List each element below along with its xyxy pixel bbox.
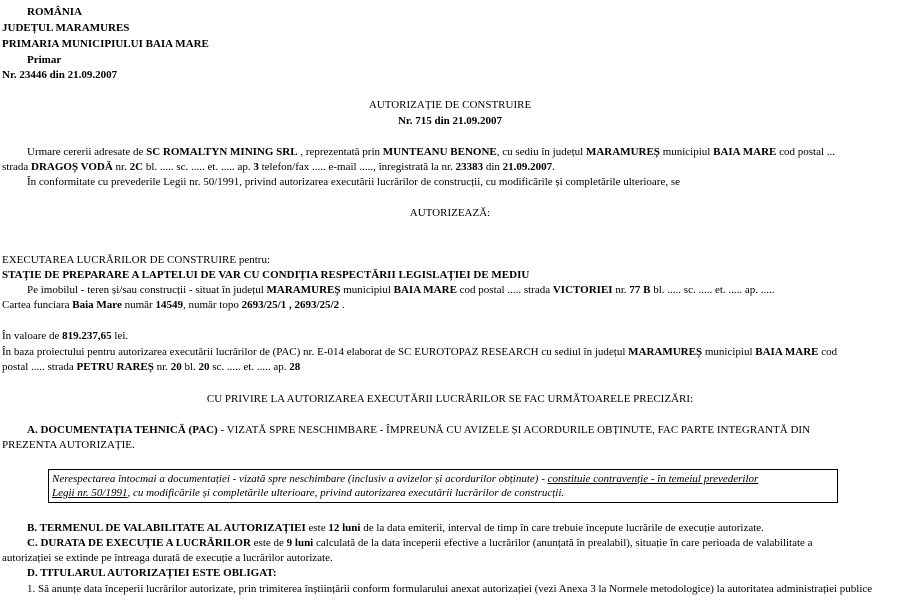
works-land-book-line: Cartea funciara Baia Mare număr 14549, număr topo 2693/25/1 , 2693/25/2 . [2, 299, 345, 311]
intro-line-1: Urmare cererii adresate de SC ROMALTYN MINING SRL , reprezentată prin MUNTEANU BENONE, cu sediu în județul MARAMUREȘ municipiul BAIA MARE cod postal ... [27, 146, 836, 158]
applicant-rep: MUNTEANU BENONE [382, 146, 497, 158]
section-d-heading: D. TITULARUL AUTORIZAȚIEI ESTE OBLIGAT: [27, 567, 277, 579]
section-d-item-1: 1. Să anunțe data începerii lucrărilor autorizate, prin trimiterea înștiințării conform formularului anexat autorizației (vezi Anexa 3 la Normele metodologice) la autoritatea administrației publice [27, 583, 873, 595]
header-city-hall: PRIMARIA MUNICIPIULUI BAIA MARE [2, 38, 209, 50]
applicant-company: SC ROMALTYN MINING SRL [146, 146, 298, 158]
authorizes-heading: AUTORIZEAZĂ: [409, 207, 491, 219]
header-number: Nr. 23446 din 21.09.2007 [2, 69, 118, 81]
section-c-line-2: autorizației se extinde pe întreaga durată de execuție a lucrărilor autorizate. [2, 552, 333, 564]
works-property-line: Pe imobilul - teren și/sau construcții - situat în județul MARAMUREȘ municipiul BAIA MARE cod postal ..... strada VICTORIEI nr. 77 B bl. ..... sc. ..... et. ..... ap. ..... [27, 284, 775, 296]
project-line-2: postal ..... strada PETRU RAREȘ nr. 20 bl. 20 sc. ..... et. ..... ap. 28 [2, 361, 301, 373]
intro-line-3: În conformitate cu prevederile Legii nr. 50/1991, privind autorizarea executării lucrărilor de construcții, cu modificările și completările ulterioare, se [27, 176, 681, 188]
document-number: Nr. 715 din 21.09.2007 [397, 115, 503, 127]
header-role: Primar [27, 54, 62, 66]
section-a-line-2: PREZENTA AUTORIZAȚIE. [2, 439, 135, 451]
section-a-line-1: A. DOCUMENTAȚIA TEHNICĂ (PAC) - VIZATĂ SPRE NESCHIMBARE - ÎMPREUNĂ CU AVIZELE ȘI ACORDURILE OBȚINUTE, FAC PARTE INTEGRANTĂ DIN [27, 424, 811, 436]
project-line-1: În baza proiectului pentru autorizarea executării lucrărilor de (PAC) nr. E-014 elaborat de SC EUROTOPAZ RESEARCH cu sediul în județul MARAMUREȘ municipiul BAIA MARE cod [2, 346, 838, 358]
specifications-heading: CU PRIVIRE LA AUTORIZAREA EXECUTĂRII LUCRĂRILOR SE FAC URMĂTOARELE PRECIZĂRI: [206, 393, 694, 405]
intro-line-2: strada DRAGOȘ VODĂ nr. 2C bl. ..... sc. ..... et. ..... ap. 3 telefon/fax ..... e-mail ....., înregistrată la nr. 23383 din 21.09.2007. [2, 161, 555, 173]
value-line: În valoare de 819.237,65 lei. [2, 330, 129, 342]
document-title: AUTORIZAȚIE DE CONSTRUIRE [368, 99, 532, 111]
section-c-line-1: C. DURATA DE EXECUȚIE A LUCRĂRILOR este de 9 luni calculată de la data începerii efective a lucrărilor (anunțată în prealabil), situație în care perioada de valabilitate a [27, 537, 813, 549]
header-country: ROMÂNIA [27, 6, 82, 18]
header-county: JUDEȚUL MARAMURES [2, 22, 130, 34]
contravention-notice: Nerespectarea întocmai a documentației - vizată spre neschimbare (inclusiv a avizelor și acordurilor obținute) - constituie contravenție - în temeiul prevederilor Legii nr. 50/1991, cu modificările și completările ulterioare, privind autorizarea executării lucrărilor de construcții. [48, 469, 838, 503]
value-amount: 819.237,65 [62, 330, 112, 342]
works-object: STAȚIE DE PREPARARE A LAPTELUI DE VAR CU CONDIȚIA RESPECTĂRII LEGISLAȚIEI DE MEDIU [2, 269, 530, 281]
works-label: EXECUTAREA LUCRĂRILOR DE CONSTRUIRE pentru: [2, 254, 271, 266]
section-b: B. TERMENUL DE VALABILITATE AL AUTORIZAȚIEI este 12 luni de la data emiterii, interval de timp în care trebuie începute lucrările de execuție autorizate. [27, 522, 764, 534]
